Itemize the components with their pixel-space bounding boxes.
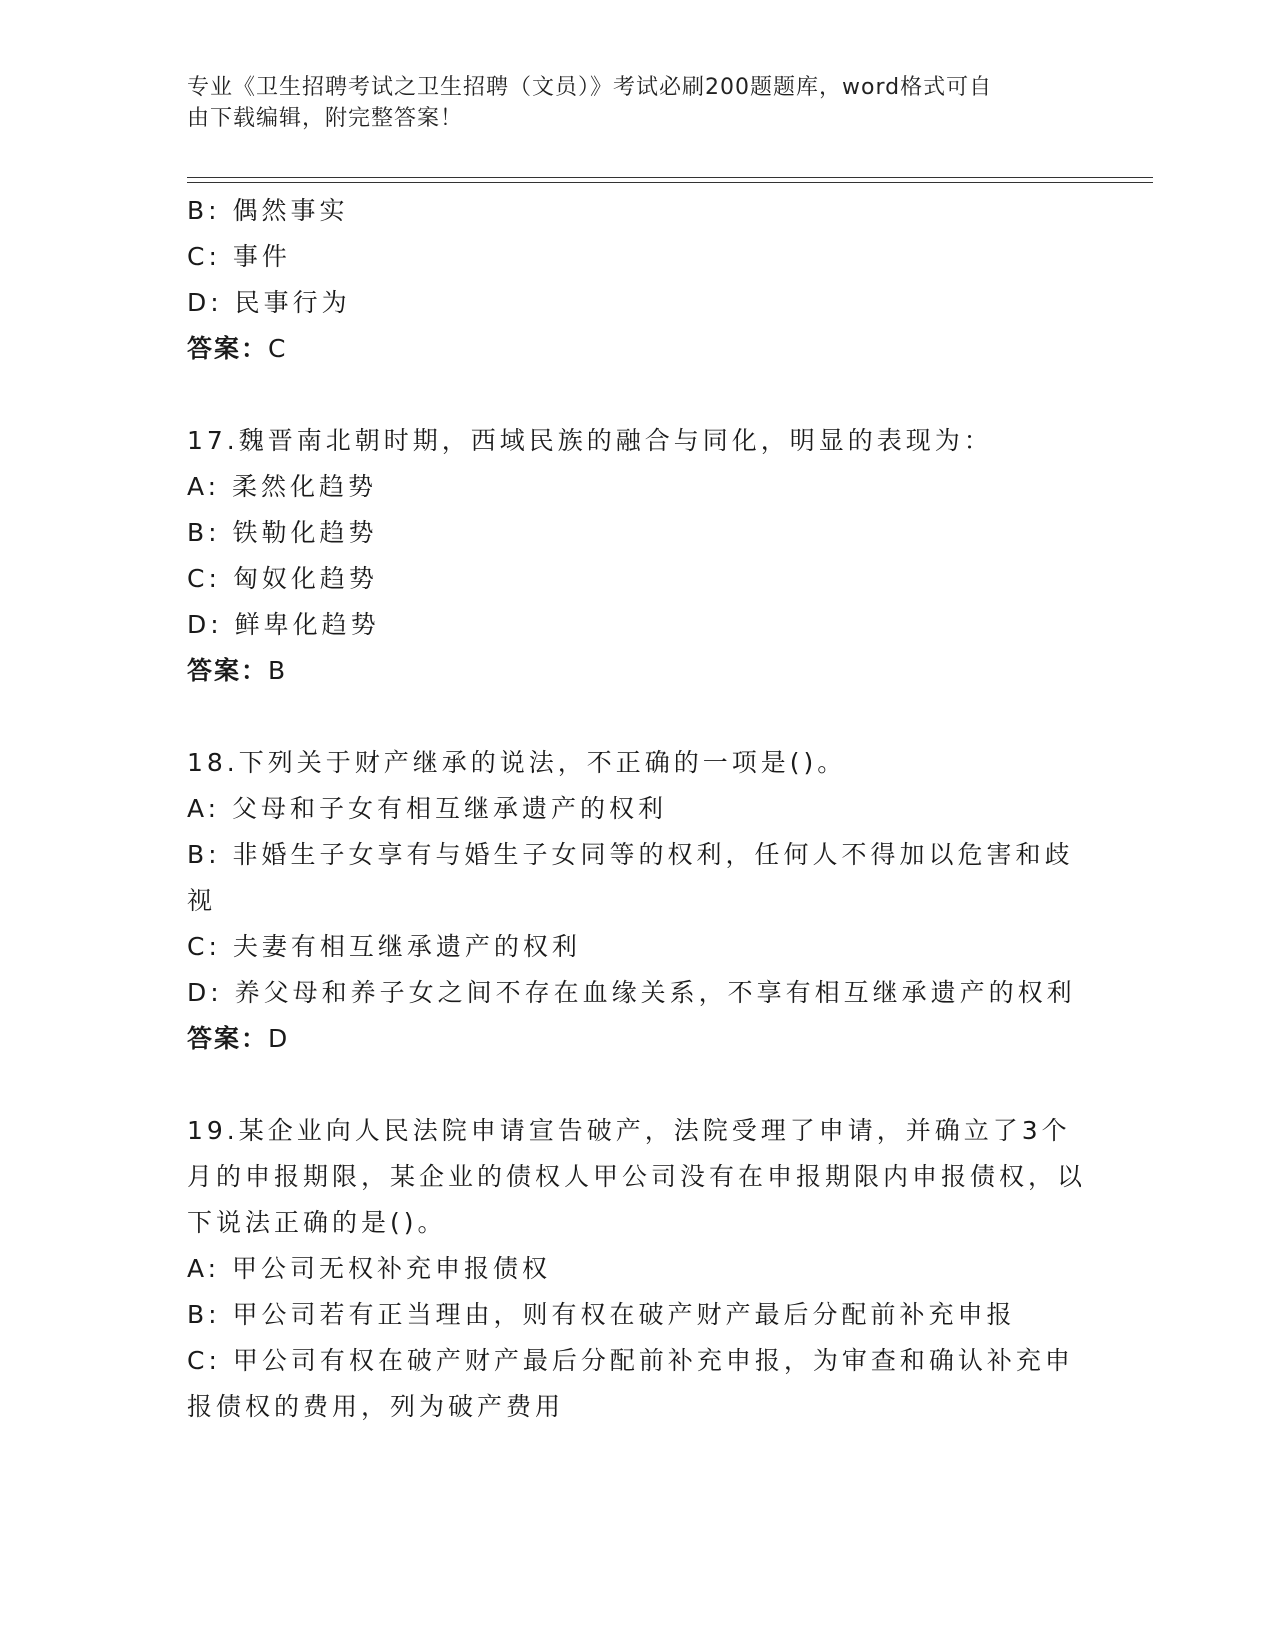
question-17 bbox=[187, 418, 1087, 694]
answer-value: B bbox=[268, 656, 287, 685]
question-stem: 18.下列关于财产继承的说法，不正确的一项是()。 bbox=[187, 748, 847, 777]
answer-line bbox=[187, 326, 1087, 372]
option-c: C: 事件 bbox=[187, 242, 291, 271]
option-b: B: 铁勒化趋势 bbox=[187, 518, 378, 547]
option-d: D: 养父母和养子女之间不存在血缘关系，不享有相互继承遗产的权利 bbox=[187, 978, 1076, 1007]
question-19 bbox=[187, 1108, 1087, 1430]
option-c: C: 夫妻有相互继承遗产的权利 bbox=[187, 932, 581, 961]
option-c: C: 甲公司有权在破产财产最后分配前补充申报，为审查和确认补充申报债权的费用，列为破产费用 bbox=[187, 1346, 1074, 1421]
header-divider bbox=[187, 177, 1153, 183]
answer-line bbox=[187, 1016, 1087, 1062]
page-header bbox=[187, 72, 1067, 134]
header-line-1: 专业《卫生招聘考试之卫生招聘（文员）》考试必刷200题题库，word格式可自 bbox=[187, 75, 993, 100]
question-content bbox=[187, 188, 1087, 1430]
question-18 bbox=[187, 740, 1087, 1062]
option-b: B: 非婚生子女享有与婚生子女同等的权利，任何人不得加以危害和歧视 bbox=[187, 840, 1074, 915]
question-16-tail bbox=[187, 188, 1087, 372]
option-c: C: 匈奴化趋势 bbox=[187, 564, 378, 593]
option-d: D: 民事行为 bbox=[187, 288, 351, 317]
option-a: A: 甲公司无权补充申报债权 bbox=[187, 1254, 552, 1283]
answer-label: 答案： bbox=[187, 1024, 269, 1053]
option-d: D: 鲜卑化趋势 bbox=[187, 610, 380, 639]
answer-label: 答案： bbox=[187, 656, 269, 685]
answer-label: 答案： bbox=[187, 334, 269, 363]
option-a: A: 柔然化趋势 bbox=[187, 472, 378, 501]
option-b: B: 偶然事实 bbox=[187, 196, 349, 225]
question-stem: 19.某企业向人民法院申请宣告破产，法院受理了申请，并确立了3个月的申报期限，某企业的债权人甲公司没有在申报期限内申报债权，以下说法正确的是()。 bbox=[187, 1116, 1087, 1237]
question-stem: 17.魏晋南北朝时期，西域民族的融合与同化，明显的表现为： bbox=[187, 426, 993, 455]
answer-line bbox=[187, 648, 1087, 694]
header-line-2: 由下载编辑，附完整答案！ bbox=[187, 106, 464, 131]
answer-value: C bbox=[268, 334, 287, 363]
option-b: B: 甲公司若有正当理由，则有权在破产财产最后分配前补充申报 bbox=[187, 1300, 1016, 1329]
option-a: A: 父母和子女有相互继承遗产的权利 bbox=[187, 794, 668, 823]
answer-value: D bbox=[268, 1024, 289, 1053]
